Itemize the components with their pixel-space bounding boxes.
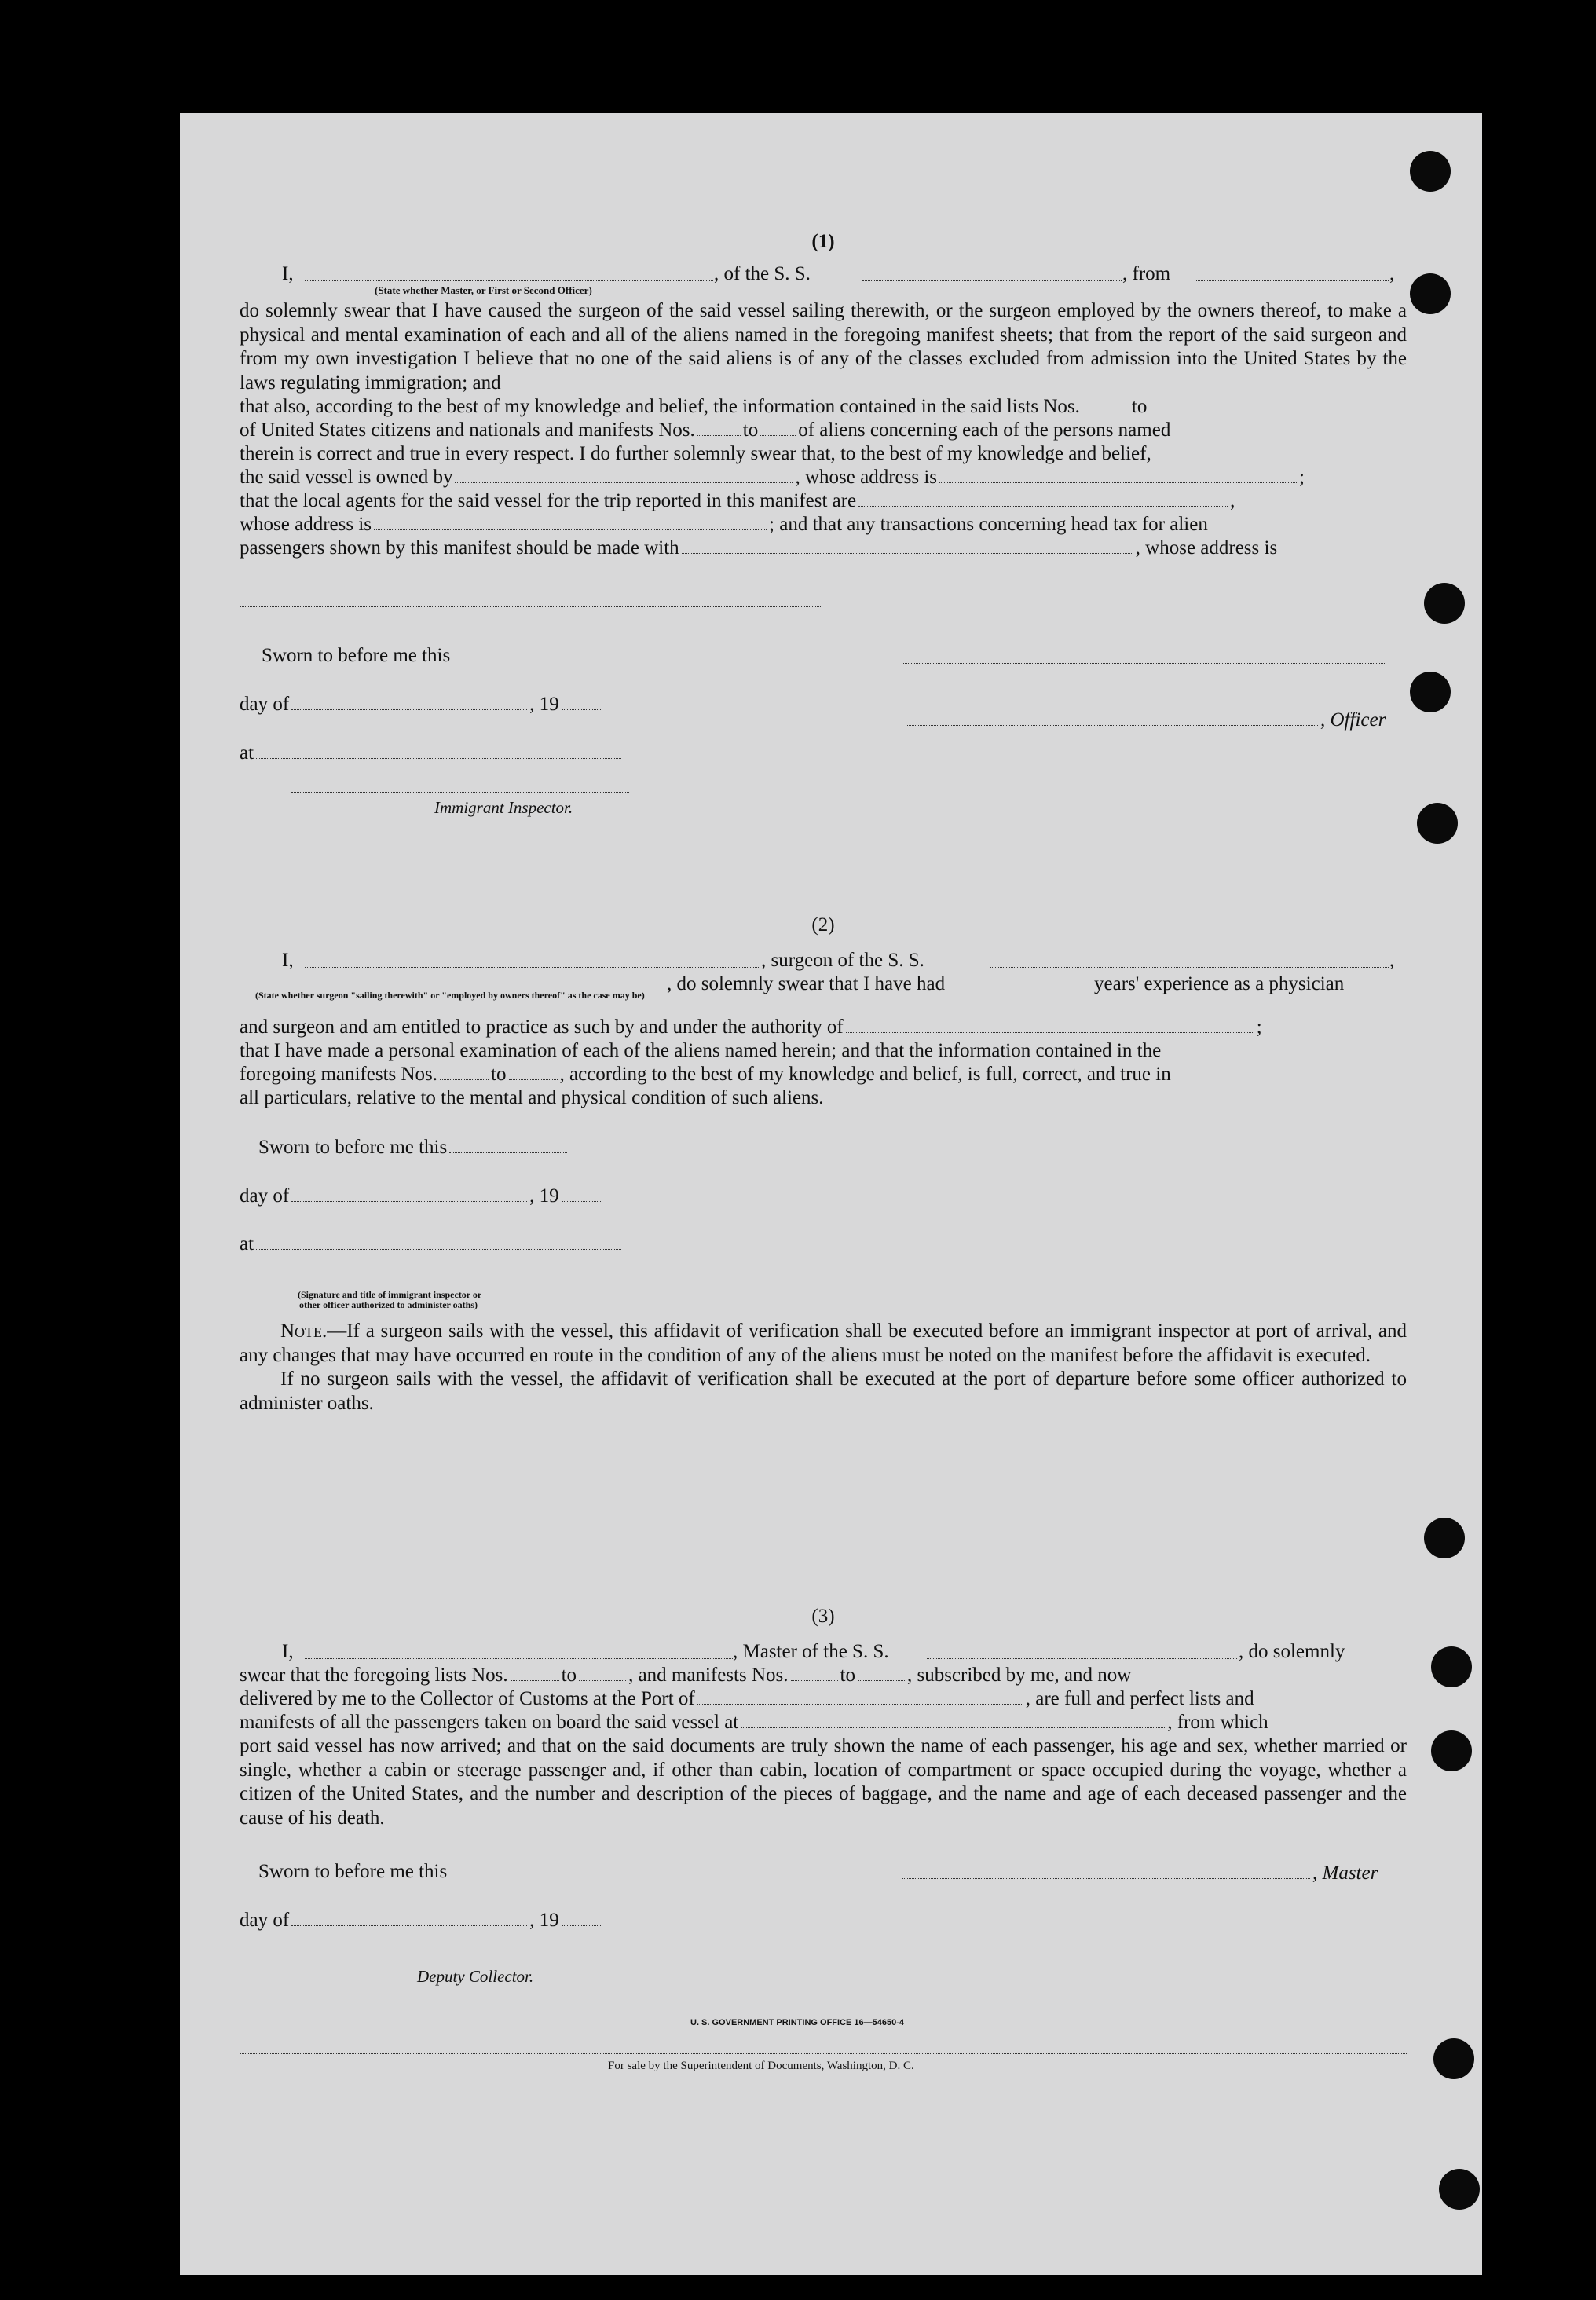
note-block: Note.—If a surgeon sails with the vessel, this affidavit of verification shall be executed before an immigrant inspector at port of arrival, and any changes that may have occurred en route in the condition of any of the aliens must be noted on the manifest before the affidavit is executed. If no surgeon sails with the vessel, the affidavit of verification shall be executed at the port of departure before some officer authorized to administer oaths. [240,1320,1407,1414]
punch-hole [1433,2038,1474,2079]
oath-paragraph: port said vessel has now arrived; and that on the said documents are truly shown the name of each passenger, his age and sex, whether married or single, whether a cabin or steerage passenger and, if other than cabin, location of compartment or space occupied during the voyage, whether a citizen of the United States, and the number and description of the pieces of baggage, and the name and age of each deceased passenger and the cause of his death. [240,1735,1407,1829]
punch-hole [1424,583,1465,624]
punch-hole [1410,672,1451,712]
section-number: (3) [811,1606,835,1627]
printer-imprint: U. S. GOVERNMENT PRINTING OFFICE 16—54650-4 [690,2018,905,2027]
section-number: (2) [811,914,835,936]
punch-hole [1424,1518,1465,1558]
sworn-label: Sworn to before me this [258,1861,448,1882]
section-2: (2) I, , surgeon of the S. S. , , do solemnly swear that I have had years' experience as a physician (State whether surgeon "sailing therewith" or "employed by owners thereof" as the case may be) and surgeon and am entitled to practice as such by and under the authority of ; that I have made a personal examination of each of the aliens named herein; and that the information contained in the foregoing manifests Nos. to , according to the best of my knowledge and belief, is full, correct, and true in all particulars, relative to the mental and physical condition of such aliens. Sworn to before me this day of , 19 at (Signature and title of immigrant inspector or other officer authorized to administer oaths) Note.—If a surgeon sails with the vessel, this affidavit of verification shall be executed before an immigrant inspector at port of arrival, and any changes that may have occurred en route in the condition of any of the aliens must be noted on the manifest before the affidavit is executed. If no surgeon sails with the vessel, the affidavit of verification shall be executed at the port of departure before some officer authorized to administer oaths. [240,914,1407,1110]
punch-hole [1431,1646,1472,1687]
sworn-label: Sworn to before me this [258,1137,448,1158]
section-3: (3) I, , Master of the S. S. , do solemnly swear that the foregoing lists Nos. to , and manifests Nos. to , subscribed by me, and now delivered by me to the Collector of Customs at the Port of , are full and perfect lists and manifests of all the passengers taken on board the said vessel at , from which port said vessel has now arrived; and that on the said documents are truly shown the name of each passenger, his age and sex, whether married or single, whether a cabin or steerage passenger and, if other than cabin, location of compartment or space occupied during the voyage, whether a citizen of the United States, and the number and description of the pieces of baggage, and the name and age of each deceased passenger and the cause of his death. Sworn to before me this , Master day of , 19 Deputy Collector. [240,1606,1407,1986]
pronoun: I, [282,263,294,284]
sworn-label: Sworn to before me this [262,645,451,666]
collector-label: Deputy Collector. [417,1967,534,1986]
oath-paragraph: do solemnly swear that I have caused the surgeon of the said vessel sailing therewith, or the surgeon employed by the owners thereof, to make a physical and mental examination of each and all of the aliens named in the foregoing manifest sheets; that from the report of the said surgeon and from my own investigation I believe that no one of the said aliens is of any of the classes excluded from admission into the United States by the laws regulating immigration; and [240,300,1407,394]
punch-hole [1410,273,1451,314]
document-page [180,113,1482,2275]
punch-hole [1410,151,1451,192]
sale-notice: For sale by the Superintendent of Documents, Washington, D. C. [608,2060,914,2072]
punch-hole [1417,803,1458,844]
note-label: Note. [280,1320,328,1342]
signature-caption: (Signature and title of immigrant inspector or other officer authorized to administer oaths) [298,1289,482,1310]
punch-hole [1431,1730,1472,1771]
field-note: (State whether Master, or First or Second Officer) [375,284,592,296]
master-label: , Master [1312,1862,1378,1884]
section-1: (1) I, , of the S. S. , from , (State whether Master, or First or Second Officer) do solemnly swear that I have caused the surgeon of the said vessel sailing therewith, or the surgeon employed by the owners thereof, to make a physical and mental examination of each and all of the aliens named in the foregoing manifest sheets; that from the report of the said surgeon and from my own investigation I believe that no one of the said aliens is of any of the classes excluded from admission into the United States by the laws regulating immigration; and that also, according to the best of my knowledge and belief, the information contained in the said lists Nos. to of United States citizens and nationals and manifests Nos. to of aliens concerning each of the persons named therein is correct and true in every respect. I do further solemnly swear that, to the best of my knowledge and belief, the said vessel is owned by , whose address is ; that the local agents for the said vessel for the trip reported in this manifest are , whose address is ; and that any transactions concerning head tax for alien passengers shown by this manifest should be made with , whose address is Sworn to before me this day of , 19 , Officer at Immigrant Inspector. [240,231,1407,817]
section-number: (1) [811,231,835,252]
inspector-label: Immigrant Inspector. [434,798,573,817]
punch-hole [1439,2169,1480,2210]
officer-label: , Officer [1320,709,1386,731]
field-note: (State whether surgeon "sailing therewith" or "employed by owners thereof" as the case may be) [255,990,645,1001]
label-ss: , of the S. S. [714,263,811,284]
label-from: , from [1122,263,1171,284]
